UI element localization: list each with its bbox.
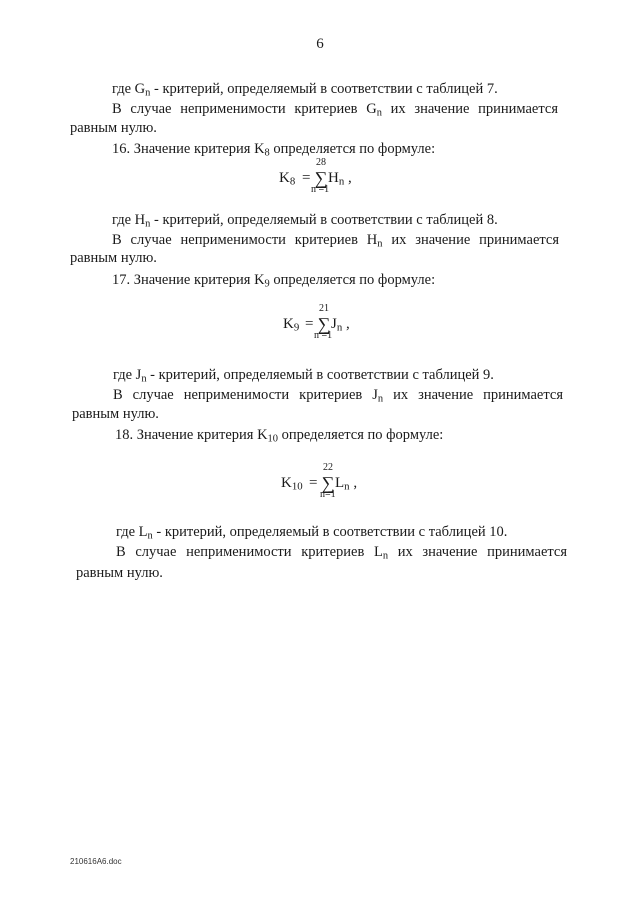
formula-k10: $K_{10}$ = 22 ∑ n=1 $L_n$ , [281,462,358,500]
heading-item-18: 18. Значение критерия $K_{10}$ определяется по формуле: [115,427,444,445]
paragraph-where-hn: где $H_n$ - критерий, определяемый в соответствии с таблицей 8. [112,212,498,230]
paragraph-not-applicable-hn-line1: В случае неприменимости критериев $H_n$ их значение принимается [112,232,559,250]
sigma-symbol: ∑ [314,168,328,188]
formula-k9: $K_9$ = 21 ∑ n =1 $J_n$ , [283,303,350,341]
paragraph-not-applicable-ln-line1: В случае неприменимости критериев $L_n$ их значение принимается [116,544,567,562]
formula-k8: $K_8$ = 28 ∑ n =1 $H_n$ , [279,157,352,195]
paragraph-not-applicable-jn-line1: В случае неприменимости критериев $J_n$ их значение принимается [113,387,563,405]
paragraph-where-ln: где $L_n$ - критерий, определяемый в соответствии с таблицей 10. [116,524,508,542]
paragraph-not-applicable-hn-line2: равным нулю. [70,250,157,266]
page-number: 6 [316,36,324,52]
sigma-symbol: ∑ [317,314,331,334]
paragraph-where-gn: где $G_n$ - критерий, определяемый в соответствии с таблицей 7. [112,81,498,99]
heading-item-16: 16. Значение критерия $K_8$ определяется по формуле: [112,141,436,159]
paragraph-not-applicable-gn-line1: В случае неприменимости критериев $G_n$ их значение принимается [112,101,558,119]
paragraph-where-jn: где $J_n$ - критерий, определяемый в соответствии с таблицей 9. [113,367,494,385]
paragraph-not-applicable-gn-line2: равным нулю. [70,120,157,136]
footer-filename: 210616A6.doc [70,857,122,866]
sigma-symbol: ∑ [321,473,335,493]
paragraph-not-applicable-jn-line2: равным нулю. [72,406,159,422]
heading-item-17: 17. Значение критерия $K_9$ определяется по формуле: [112,272,436,290]
paragraph-not-applicable-ln-line2: равным нулю. [76,565,163,581]
